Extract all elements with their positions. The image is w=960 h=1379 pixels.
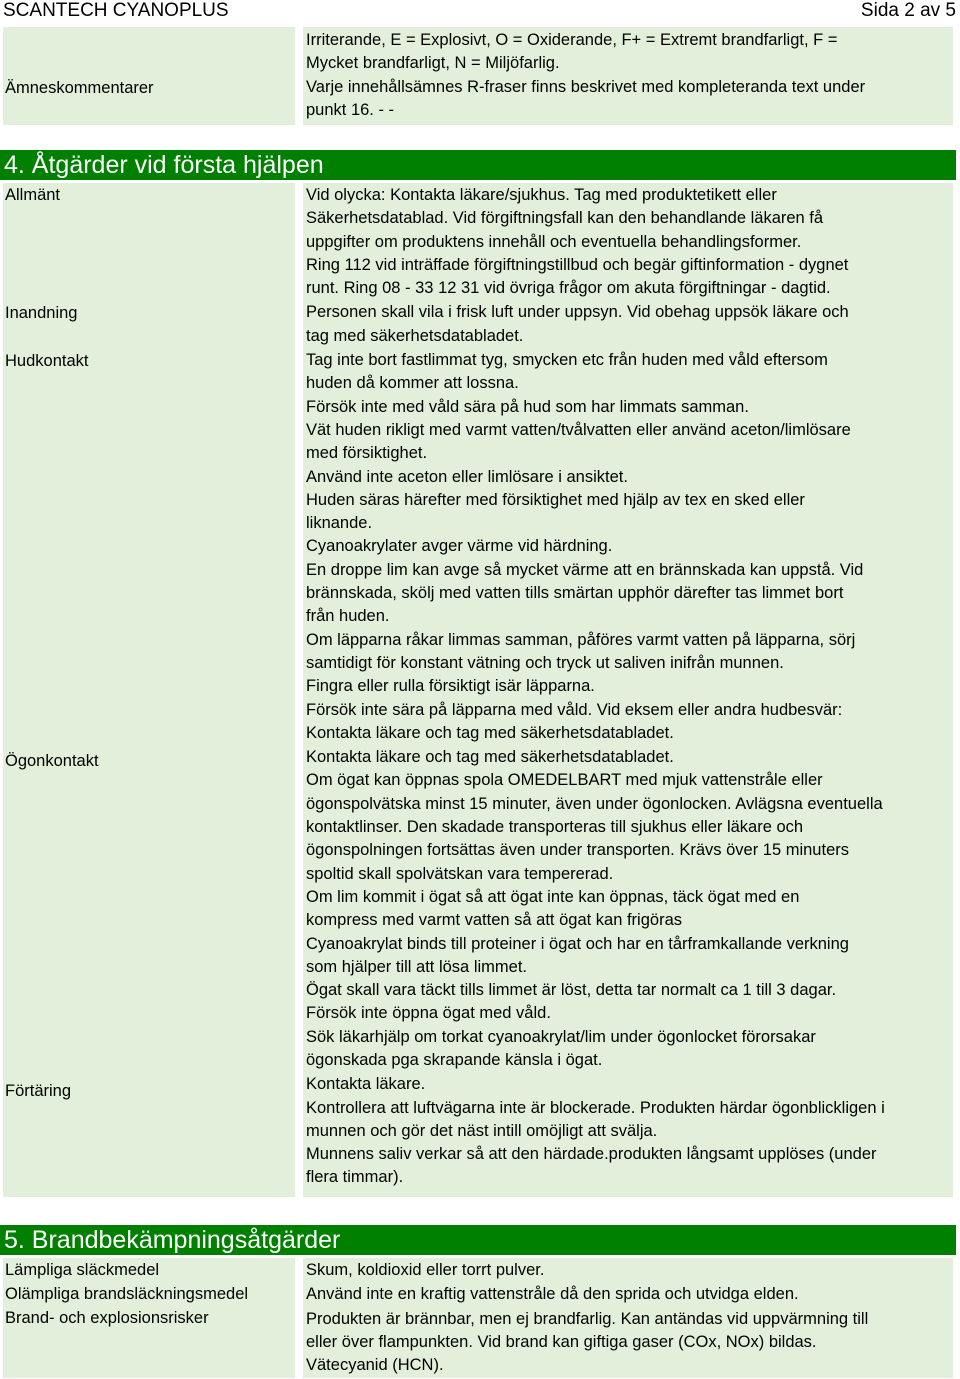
section-5-label-column (3, 1258, 295, 1378)
text-line: Mycket brandfarligt, N = Miljöfarlig. (306, 54, 560, 73)
text-line: uppgifter om produktens innehåll och eventuella behandlingsformer. (306, 232, 802, 251)
row-value-inandning (306, 301, 953, 348)
row-label-ogonkontakt: Ögonkontakt (5, 752, 99, 770)
text-line: Ögat skall vara täckt tills limmet är löst, detta tar normalt ca 1 till 3 dagar. (306, 981, 837, 1000)
text-line: Munnens saliv verkar så att den härdade.produkten långsamt upplöses (under (306, 1145, 877, 1164)
text-line: samtidigt för konstant vätning och tryck ut saliven inifrån munnen. (306, 653, 784, 672)
text-line: Använd inte en kraftig vattenstråle då den sprida och utvidga elden. (306, 1285, 799, 1304)
substance-comments-value (303, 27, 953, 125)
text-line: Försök inte öppna ögat med våld. (306, 1004, 551, 1023)
text-line: Om ögat kan öppnas spola OMEDELBART med mjuk vattenstråle eller (306, 771, 823, 790)
text-line: Om läpparna råkar limmas samman, påföres varmt vatten på läpparna, sörj (306, 630, 856, 649)
row-label-hudkontakt: Hudkontakt (5, 352, 89, 370)
row-value-ogonkontakt (306, 746, 953, 1072)
text-line: Använd inte aceton eller limlösare i ansiktet. (306, 467, 628, 486)
text-line: flera timmar). (306, 1168, 404, 1187)
text-line: Sök läkarhjälp om torkat cyanoakrylat/lim under ögonlocket förorsakar (306, 1027, 816, 1046)
row-label-fortaring: Förtäring (5, 1082, 72, 1100)
text-line: Kontakta läkare. (306, 1075, 426, 1094)
text-line: ögonspolningen fortsättas även under transporten. Krävs över 15 minuters (306, 841, 849, 860)
text-line: brännskada, skölj med vatten tills smärtan upphör därefter tas limmet bort (306, 584, 844, 603)
text-line: punkt 16. - - (306, 100, 395, 119)
text-line: munnen och gör det näst intill omöjligt att svälja. (306, 1121, 658, 1140)
text-line: Försök inte sära på läpparna med våld. Vid eksem eller andra hudbesvär: (306, 700, 843, 719)
text-line: kompress med varmt vatten så att ögat kan frigöras (306, 911, 682, 930)
text-line: med försiktighet. (306, 444, 428, 463)
text-line: Cyanoakrylat binds till proteiner i ögat och har en tårframkallande verkning (306, 934, 849, 953)
section-5-value-column (303, 1258, 953, 1378)
text-line: liknande. (306, 514, 373, 533)
text-line: Fingra eller rulla försiktigt isär läpparna. (306, 677, 595, 696)
text-line: Säkerhetsdatablad. Vid förgiftningsfall kan den behandlande läkaren få (306, 209, 824, 228)
text-line: runt. Ring 08 - 33 12 31 vid övriga frågor om akuta förgiftningar - dagtid. (306, 279, 831, 298)
row-value-fortaring (306, 1073, 953, 1189)
text-line: Personen skall vila i frisk luft under uppsyn. Vid obehag uppsök läkare och (306, 303, 849, 322)
text-line: Vät huden rikligt med varmt vatten/tvålvatten eller använd aceton/limlösare (306, 420, 851, 439)
text-line: från huden. (306, 607, 390, 626)
text-line: Vätecyanid (HCN). (306, 1356, 444, 1375)
text-line: En droppe lim kan avge så mycket värme att en brännskada kan uppstå. Vid (306, 560, 864, 579)
row-value-allmant (306, 184, 953, 300)
text-line: Ring 112 vid inträffade förgiftningstillbud och begär giftinformation - dygnet (306, 255, 849, 274)
text-line: Om lim kommit i ögat så att ögat inte kan öppnas, täck ögat med en (306, 887, 800, 906)
section-5-heading: 5. Brandbekämpningsåtgärder (0, 1225, 956, 1255)
section-4-heading: 4. Åtgärder vid första hjälpen (0, 150, 956, 180)
row-label-brand-explosionsrisker: Brand- och explosionsrisker (5, 1309, 209, 1327)
text-line: Försök inte med våld sära på hud som har limmats samman. (306, 397, 749, 416)
text-line: Irriterande, E = Explosivt, O = Oxiderande, F+ = Extremt brandfarligt, F = (306, 31, 838, 49)
text-line: Kontrollera att luftvägarna inte är blockerade. Produkten härdar ögonblickligen i (306, 1098, 885, 1117)
text-line: Produkten är brännbar, men ej brandfarlig. Kan antändas vid uppvärmning till (306, 1309, 869, 1328)
substance-comments-label: Ämneskommentarer (5, 79, 154, 97)
text-line: Vid olycka: Kontakta läkare/sjukhus. Tag med produktetikett eller (306, 186, 777, 204)
row-label-allmant: Allmänt (5, 186, 61, 204)
text-line: Kontakta läkare och tag med säkerhetsdatabladet. (306, 723, 674, 742)
text-line: som hjälper till att lösa limmet. (306, 957, 527, 976)
section-4-value-column (303, 183, 953, 1197)
section-4-label-column (3, 183, 295, 1197)
text-line: ögonskada pga skrapande känsla i ögat. (306, 1050, 603, 1069)
row-value-hudkontakt (306, 349, 953, 745)
text-line: tag med säkerhetsdatabladet. (306, 326, 524, 345)
text-line: Tag inte bort fastlimmat tyg, smycken etc från huden med våld eftersom (306, 351, 828, 370)
text-line: Skum, koldioxid eller torrt pulver. (306, 1261, 545, 1279)
row-label-olampliga-slackmedel: Olämpliga brandsläckningsmedel (5, 1285, 249, 1303)
text-line: Huden säras härefter med försiktighet med hjälp av tex en sked eller (306, 490, 805, 509)
page-header (0, 0, 960, 24)
substance-comments-label-cell (3, 27, 295, 125)
text-line: Cyanoakrylater avger värme vid härdning. (306, 537, 613, 556)
text-line: eller över flampunkten. Vid brand kan giftiga gaser (COx, NOx) bildas. (306, 1332, 817, 1351)
product-name: SCANTECH CYANOPLUS (3, 0, 229, 21)
text-line: huden då kommer att lossna. (306, 374, 519, 393)
page-number: Sida 2 av 5 (860, 0, 956, 21)
text-line: Kontakta läkare och tag med säkerhetsdatabladet. (306, 748, 674, 767)
row-label-inandning: Inandning (5, 304, 78, 322)
text-line: Varje innehållsämnes R-fraser finns beskrivet med kompleteranda text under (306, 77, 866, 96)
row-label-lampliga-slackmedel: Lämpliga släckmedel (5, 1261, 160, 1279)
text-line: spoltid skall spolvätskan vara tempererad. (306, 864, 614, 883)
text-line: ögonspolvätska minst 15 minuter, även under ögonlocken. Avlägsna eventuella (306, 794, 883, 813)
text-line: kontaktlinser. Den skadade transporteras till sjukhus eller läkare och (306, 818, 804, 837)
